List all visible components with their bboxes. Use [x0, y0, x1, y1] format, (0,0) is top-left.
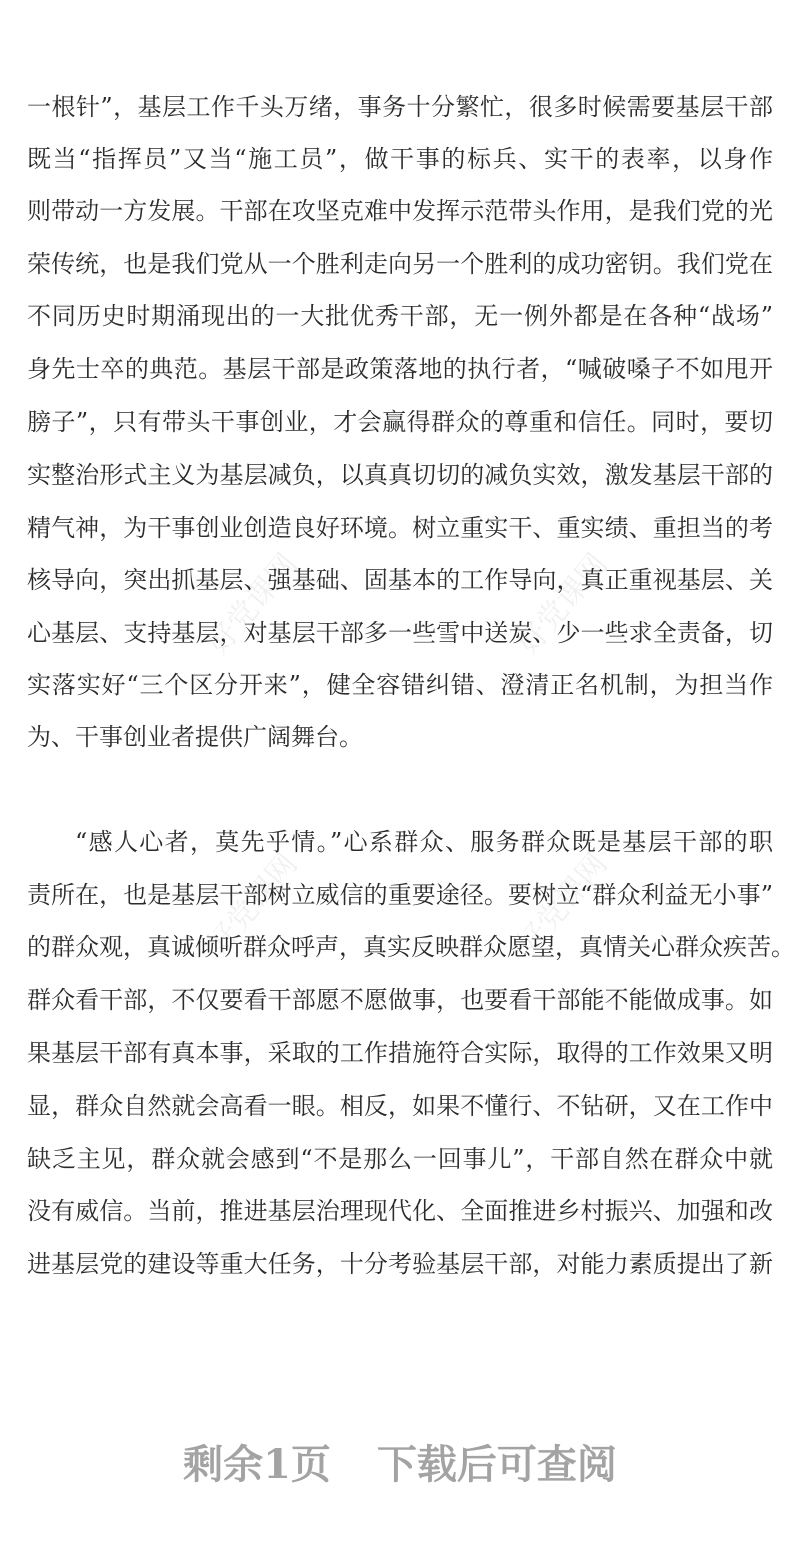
text-line: 为、干事创业者提供广阔舞台。 [27, 723, 363, 751]
watermark: 好党课网 [200, 847, 305, 962]
text-line: 核导向，突出抓基层、强基础、固基本的工作导向，真正重视基层、关 [27, 566, 773, 594]
text-line: 实整治形式主义为基层减负，以真真切切的减负实效，激发基层干部的 [27, 461, 773, 489]
remaining-pages-download-prompt[interactable] [0, 1440, 800, 1490]
text-line: 不同历史时期涌现出的一大批优秀干部，无一例外都是在各种“战场” [27, 302, 773, 330]
text-line: 既当“指挥员”又当“施工员”，做干事的标兵、实干的表率，以身作 [27, 145, 773, 173]
text-line: 实落实好“三个区分开来”，健全容错纠错、澄清正名机制，为担当作 [27, 671, 773, 699]
text-line: 则带动一方发展。干部在攻坚克难中发挥示范带头作用，是我们党的光 [27, 197, 773, 225]
text-line: 膀子”，只有带头干事创业，才会赢得群众的尊重和信任。同时，要切 [27, 408, 773, 436]
text-line: 没有威信。当前，推进基层治理现代化、全面推进乡村振兴、加强和改 [27, 1197, 773, 1225]
text-line: 显，群众自然就会高看一眼。相反，如果不懂行、不钻研，又在工作中 [27, 1092, 773, 1120]
text-line: 荣传统，也是我们党从一个胜利走向另一个胜利的成功密钥。我们党在 [27, 250, 773, 278]
text-line: 心基层、支持基层，对基层干部多一些雪中送炭、少一些求全责备，切 [27, 619, 773, 647]
watermark: 好党课网 [510, 847, 615, 962]
text-line: 一根针”，基层工作千头万绪，事务十分繁忙，很多时候需要基层干部 [27, 93, 773, 121]
text-line: 果基层干部有真本事，采取的工作措施符合实际，取得的工作效果又明 [27, 1039, 773, 1067]
text-line: 身先士卒的典范。基层干部是政策落地的执行者，“喊破嗓子不如甩开 [27, 355, 773, 383]
text-line: 群众看干部，不仅要看干部愿不愿做事，也要看干部能不能做成事。如 [27, 986, 773, 1014]
text-line: 缺乏主见，群众就会感到“不是那么一回事儿”，干部自然在群众中就 [27, 1145, 773, 1173]
text-line: 进基层党的建设等重大任务，十分考验基层干部，对能力素质提出了新 [27, 1250, 773, 1278]
watermark: 好党课网 [200, 547, 305, 662]
text-line: 精气神，为干事创业创造良好环境。树立重实干、重实绩、重担当的考 [27, 514, 773, 542]
text-line: “感人心者，莫先乎情。”心系群众、服务群众既是基层干部的职 [75, 828, 773, 856]
remaining-pages-label: 剩余1页 [183, 1441, 331, 1488]
text-line: 责所在，也是基层干部树立威信的重要途径。要树立“群众利益无小事” [27, 881, 773, 909]
download-to-view-label: 下载后可查阅 [376, 1441, 617, 1488]
watermark: 好党课网 [510, 547, 615, 662]
text-line: 的群众观，真诚倾听群众呼声，真实反映群众愿望，真情关心群众疾苦。 [27, 933, 795, 961]
